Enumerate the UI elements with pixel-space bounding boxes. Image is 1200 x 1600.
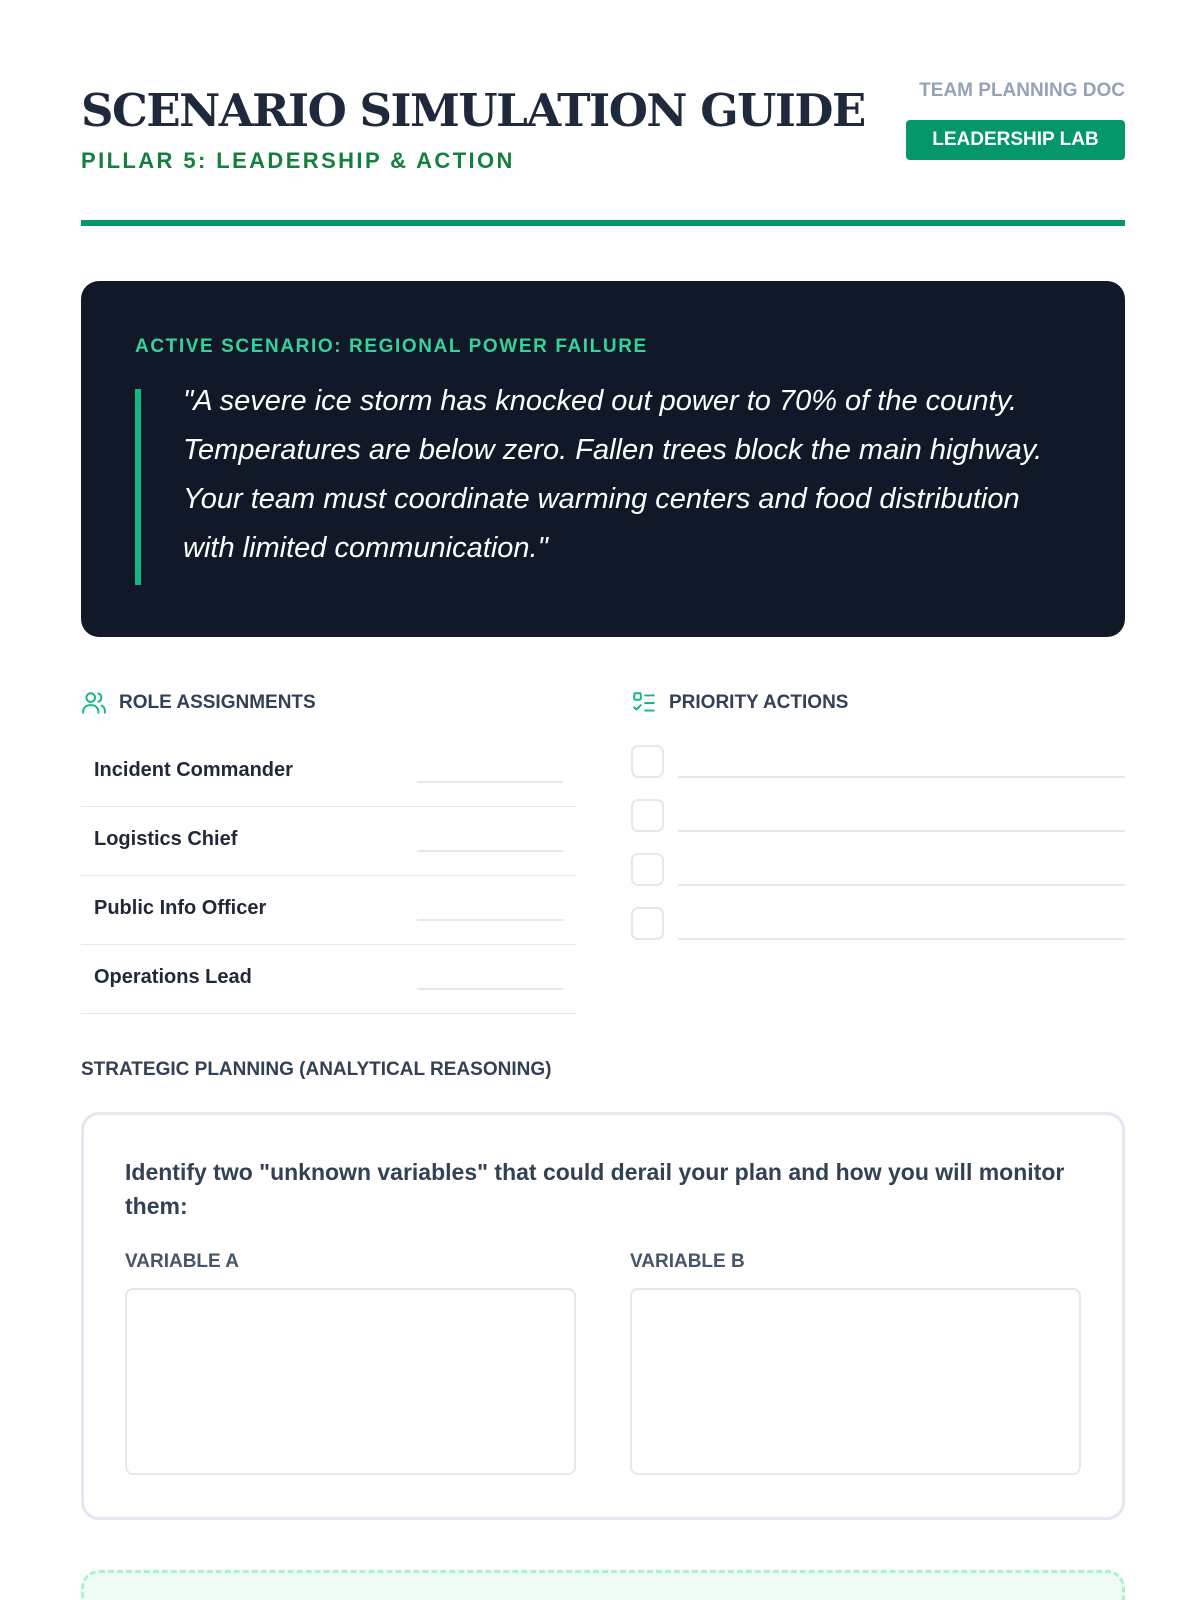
role-label: Operations Lead — [94, 966, 252, 988]
header-divider — [81, 220, 1125, 226]
leadership-lab-badge: LEADERSHIP LAB — [906, 120, 1125, 160]
role-row — [81, 738, 576, 807]
role-label: Public Info Officer — [94, 897, 267, 919]
role-name-blank[interactable] — [417, 988, 563, 990]
doc-type-label: TEAM PLANNING DOC — [919, 80, 1125, 101]
action-row — [631, 745, 1125, 799]
action-blank-line[interactable] — [678, 938, 1125, 940]
priority-actions-heading — [631, 690, 848, 716]
role-list — [81, 738, 576, 1014]
action-row — [631, 853, 1125, 907]
action-checkbox[interactable] — [631, 799, 664, 832]
role-label: Incident Commander — [94, 759, 293, 781]
strategic-prompt: Identify two "unknown variables" that could derail your plan and how you will monitor them: — [125, 1159, 1065, 1219]
action-checkbox[interactable] — [631, 907, 664, 940]
action-row — [631, 799, 1125, 853]
action-row — [631, 907, 1125, 961]
role-name-blank[interactable] — [417, 919, 563, 921]
role-row — [81, 945, 576, 1014]
strategic-planning-card — [81, 1112, 1125, 1520]
priority-action-list — [631, 745, 1125, 961]
role-name-blank[interactable] — [417, 850, 563, 852]
bottom-dashed-card — [81, 1570, 1125, 1600]
role-label: Logistics Chief — [94, 828, 238, 850]
role-assignments-heading — [81, 690, 316, 716]
action-checkbox[interactable] — [631, 745, 664, 778]
role-row — [81, 807, 576, 876]
page-title: SCENARIO SIMULATION GUIDE — [81, 84, 865, 137]
priority-actions-title: PRIORITY ACTIONS — [669, 692, 849, 713]
variable-b-input[interactable] — [630, 1288, 1081, 1475]
action-blank-line[interactable] — [678, 830, 1125, 832]
scenario-label: ACTIVE SCENARIO: REGIONAL POWER FAILURE — [135, 336, 648, 357]
role-row — [81, 876, 576, 945]
variable-a-input[interactable] — [125, 1288, 576, 1475]
quote-accent-bar — [135, 389, 141, 585]
action-blank-line[interactable] — [678, 884, 1125, 886]
strategic-planning-heading: STRATEGIC PLANNING (ANALYTICAL REASONING) — [81, 1059, 552, 1080]
document-page — [81, 0, 1125, 1600]
header — [81, 80, 1125, 228]
role-assignments-title: ROLE ASSIGNMENTS — [119, 692, 316, 713]
users-icon — [81, 690, 107, 716]
variable-a-label: VARIABLE A — [125, 1251, 239, 1272]
role-name-blank[interactable] — [417, 781, 563, 783]
action-checkbox[interactable] — [631, 853, 664, 886]
variable-b-label: VARIABLE B — [630, 1251, 745, 1272]
action-blank-line[interactable] — [678, 776, 1125, 778]
checklist-icon — [631, 690, 657, 716]
scenario-quote: "A severe ice storm has knocked out power to 70% of the county. Temperatures are below zero. Fallen trees block the main highway. Your team must coordinate warming centers and food distribution with limited communication." — [183, 385, 1043, 564]
scenario-card — [81, 281, 1125, 637]
page-subtitle: PILLAR 5: LEADERSHIP & ACTION — [81, 148, 515, 173]
